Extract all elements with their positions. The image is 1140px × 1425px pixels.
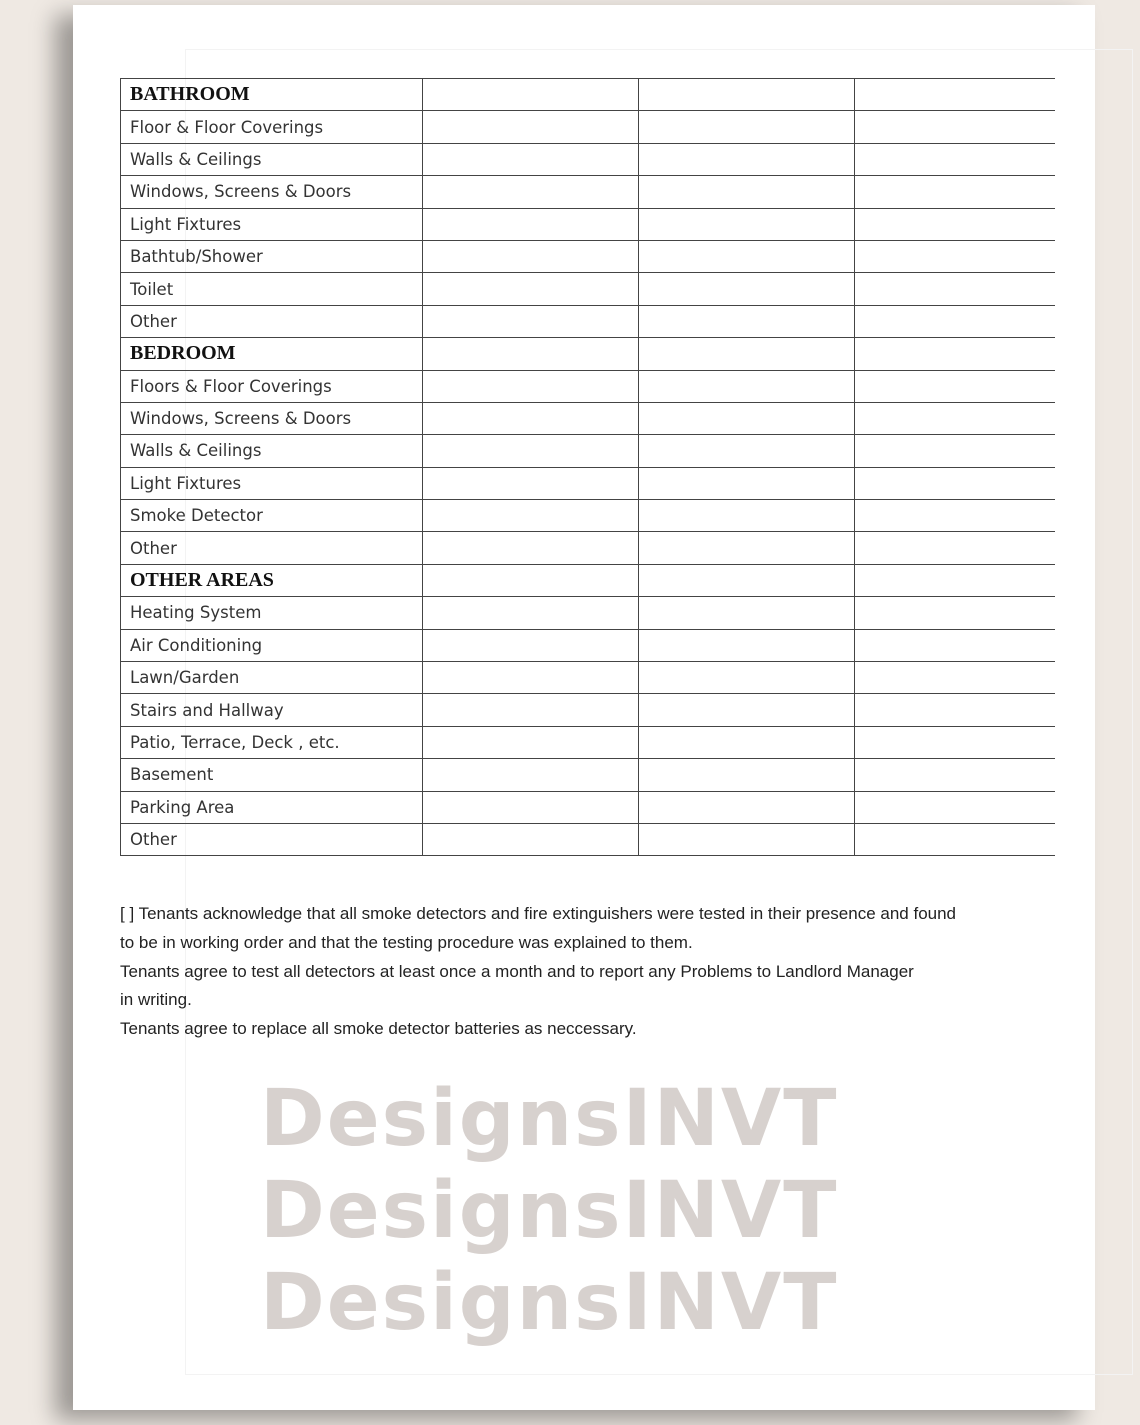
condition-cell[interactable] xyxy=(855,564,1056,596)
condition-cell[interactable] xyxy=(639,791,855,823)
condition-cell[interactable] xyxy=(423,726,639,758)
condition-cell[interactable] xyxy=(423,435,639,467)
condition-cell[interactable] xyxy=(855,176,1056,208)
item-label: Basement xyxy=(121,759,423,791)
condition-cell[interactable] xyxy=(855,111,1056,143)
condition-cell[interactable] xyxy=(639,500,855,532)
item-label: Windows, Screens & Doors xyxy=(121,176,423,208)
table-row xyxy=(121,402,1056,434)
condition-cell[interactable] xyxy=(855,273,1056,305)
item-label: Patio, Terrace, Deck , etc. xyxy=(121,726,423,758)
item-label: Walls & Ceilings xyxy=(121,143,423,175)
condition-cell[interactable] xyxy=(639,240,855,272)
condition-cell[interactable] xyxy=(855,726,1056,758)
table-row xyxy=(121,305,1056,337)
condition-cell[interactable] xyxy=(855,467,1056,499)
condition-cell[interactable] xyxy=(639,305,855,337)
condition-cell[interactable] xyxy=(639,79,855,111)
condition-cell[interactable] xyxy=(855,305,1056,337)
condition-cell[interactable] xyxy=(855,240,1056,272)
condition-cell[interactable] xyxy=(855,500,1056,532)
table-row xyxy=(121,176,1056,208)
table-row xyxy=(121,694,1056,726)
item-label: Lawn/Garden xyxy=(121,662,423,694)
table-row xyxy=(121,759,1056,791)
table-row xyxy=(121,629,1056,661)
note-line: Tenants agree to replace all smoke detector batteries as neccessary. xyxy=(120,1019,637,1039)
condition-cell[interactable] xyxy=(423,467,639,499)
condition-cell[interactable] xyxy=(639,532,855,564)
note-line: Tenants agree to test all detectors at least once a month and to report any Problems to Landlord Manager xyxy=(120,961,914,981)
condition-cell[interactable] xyxy=(423,305,639,337)
condition-cell[interactable] xyxy=(855,79,1056,111)
condition-cell[interactable] xyxy=(639,143,855,175)
condition-cell[interactable] xyxy=(855,662,1056,694)
condition-cell[interactable] xyxy=(423,564,639,596)
table-row xyxy=(121,435,1056,467)
condition-cell[interactable] xyxy=(423,79,639,111)
section-header-row xyxy=(121,79,1056,111)
condition-cell[interactable] xyxy=(423,111,639,143)
item-label: Floors & Floor Coverings xyxy=(121,370,423,402)
table-row xyxy=(121,208,1056,240)
condition-cell[interactable] xyxy=(423,338,639,370)
table-row xyxy=(121,726,1056,758)
condition-cell[interactable] xyxy=(423,208,639,240)
table-row xyxy=(121,532,1056,564)
item-label: Bathtub/Shower xyxy=(121,240,423,272)
condition-cell[interactable] xyxy=(639,273,855,305)
table-row xyxy=(121,143,1056,175)
condition-cell[interactable] xyxy=(639,176,855,208)
condition-cell[interactable] xyxy=(855,694,1056,726)
item-label: Smoke Detector xyxy=(121,500,423,532)
table-row xyxy=(121,273,1056,305)
condition-cell[interactable] xyxy=(423,500,639,532)
condition-cell[interactable] xyxy=(423,176,639,208)
note-line: in writing. xyxy=(120,990,192,1010)
table-row xyxy=(121,467,1056,499)
item-label: Floor & Floor Coverings xyxy=(121,111,423,143)
condition-cell[interactable] xyxy=(855,143,1056,175)
section-header-row xyxy=(121,564,1056,596)
item-label: Other xyxy=(121,532,423,564)
condition-cell[interactable] xyxy=(423,370,639,402)
section-header-row xyxy=(121,338,1056,370)
table-row xyxy=(121,662,1056,694)
condition-cell[interactable] xyxy=(639,759,855,791)
table-row xyxy=(121,240,1056,272)
item-label: Stairs and Hallway xyxy=(121,694,423,726)
condition-cell[interactable] xyxy=(639,370,855,402)
condition-cell[interactable] xyxy=(855,823,1056,855)
condition-cell[interactable] xyxy=(423,402,639,434)
item-label: Other xyxy=(121,305,423,337)
watermark-line: DesignsINVT xyxy=(260,1074,839,1164)
table-row xyxy=(121,597,1056,629)
condition-cell[interactable] xyxy=(639,597,855,629)
condition-cell[interactable] xyxy=(639,338,855,370)
section-title: OTHER AREAS xyxy=(121,564,423,596)
condition-cell[interactable] xyxy=(423,662,639,694)
item-label: Light Fixtures xyxy=(121,467,423,499)
condition-cell[interactable] xyxy=(639,111,855,143)
condition-cell[interactable] xyxy=(639,726,855,758)
table-row xyxy=(121,111,1056,143)
note-line: [ ] Tenants acknowledge that all smoke detectors and fire extinguishers were tested in their presence and found xyxy=(120,904,957,923)
note-line: to be in working order and that the testing procedure was explained to them. xyxy=(120,932,693,952)
section-title: BEDROOM xyxy=(121,338,423,370)
item-label: Walls & Ceilings xyxy=(121,435,423,467)
condition-cell[interactable] xyxy=(639,564,855,596)
condition-cell[interactable] xyxy=(855,338,1056,370)
item-label: Heating System xyxy=(121,597,423,629)
condition-cell[interactable] xyxy=(855,597,1056,629)
condition-cell[interactable] xyxy=(855,629,1056,661)
condition-cell[interactable] xyxy=(423,273,639,305)
condition-cell[interactable] xyxy=(855,435,1056,467)
condition-cell[interactable] xyxy=(639,694,855,726)
section-title: BATHROOM xyxy=(121,79,423,111)
condition-cell[interactable] xyxy=(423,532,639,564)
item-label: Light Fixtures xyxy=(121,208,423,240)
condition-cell[interactable] xyxy=(855,791,1056,823)
condition-cell[interactable] xyxy=(423,143,639,175)
condition-cell[interactable] xyxy=(423,240,639,272)
table-row xyxy=(121,500,1056,532)
item-label: Toilet xyxy=(121,273,423,305)
condition-cell[interactable] xyxy=(639,467,855,499)
item-label: Windows, Screens & Doors xyxy=(121,402,423,434)
condition-cell[interactable] xyxy=(855,759,1056,791)
table-row xyxy=(121,370,1056,402)
condition-cell[interactable] xyxy=(423,791,639,823)
table-row xyxy=(121,791,1056,823)
item-label: Other xyxy=(121,823,423,855)
condition-cell[interactable] xyxy=(639,662,855,694)
condition-cell[interactable] xyxy=(423,823,639,855)
condition-cell[interactable] xyxy=(639,823,855,855)
condition-cell[interactable] xyxy=(423,629,639,661)
condition-cell[interactable] xyxy=(855,532,1056,564)
item-label: Air Conditioning xyxy=(121,629,423,661)
condition-cell[interactable] xyxy=(423,759,639,791)
condition-cell[interactable] xyxy=(855,402,1056,434)
condition-cell[interactable] xyxy=(639,208,855,240)
condition-cell[interactable] xyxy=(855,370,1056,402)
table-row xyxy=(121,823,1056,855)
watermark-line: DesignsINVT xyxy=(260,1258,839,1348)
watermark-line: DesignsINVT xyxy=(260,1166,839,1256)
condition-cell[interactable] xyxy=(639,435,855,467)
condition-cell[interactable] xyxy=(639,402,855,434)
inspection-checklist-table xyxy=(120,78,1055,856)
item-label: Parking Area xyxy=(121,791,423,823)
tenant-notes xyxy=(120,900,956,1044)
condition-cell[interactable] xyxy=(423,694,639,726)
condition-cell[interactable] xyxy=(639,629,855,661)
condition-cell[interactable] xyxy=(423,597,639,629)
condition-cell[interactable] xyxy=(855,208,1056,240)
